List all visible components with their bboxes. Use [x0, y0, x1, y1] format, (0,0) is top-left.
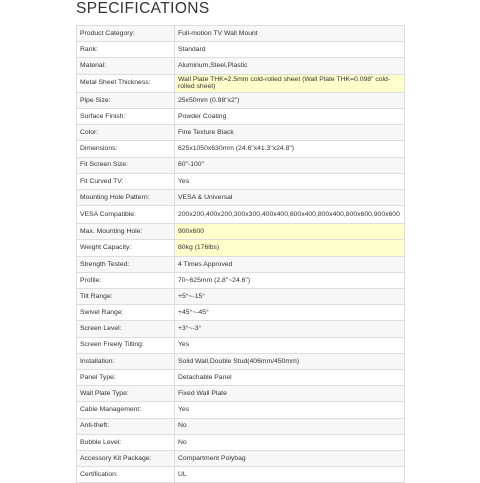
spec-row-metal-sheet-thickness: [77, 74, 405, 92]
spec-key: Wall Plate Type:: [77, 386, 175, 402]
spec-value: Powder Coating: [175, 108, 405, 124]
spec-row-accessory-kit-package: [77, 450, 405, 466]
spec-value: Standard: [175, 42, 405, 58]
spec-key: Mounting Hole Pattern:: [77, 189, 175, 205]
spec-key: Material:: [77, 58, 175, 74]
spec-key: Fit Screen Size:: [77, 157, 175, 173]
spec-key: Pipe Size:: [77, 92, 175, 108]
spec-value: 80kg (176lbs): [175, 240, 405, 256]
spec-row-product-category: [77, 26, 405, 42]
spec-value: 70~625mm (2.8"~24.6"): [175, 272, 405, 288]
spec-row-fit-screen-size: [77, 157, 405, 173]
page-title: SPECIFICATIONS: [76, 0, 210, 17]
spec-key: Rank:: [77, 42, 175, 58]
spec-key: Bubble Level:: [77, 434, 175, 450]
spec-row-tilt-range: [77, 289, 405, 305]
spec-key: Accessory Kit Package:: [77, 450, 175, 466]
spec-value: 4 Times Approved: [175, 256, 405, 272]
spec-value: +45°~-45°: [175, 305, 405, 321]
spec-key: Weight Capacity:: [77, 240, 175, 256]
specifications-table-body: [77, 26, 405, 483]
spec-value: Compartment Polybag: [175, 450, 405, 466]
spec-row-wall-plate-type: [77, 386, 405, 402]
spec-row-color: [77, 125, 405, 141]
spec-row-swivel-range: [77, 305, 405, 321]
spec-row-weight-capacity: [77, 240, 405, 256]
spec-key: Cable Management:: [77, 402, 175, 418]
spec-row-profile: [77, 272, 405, 288]
spec-value: Yes: [175, 402, 405, 418]
spec-value: UL: [175, 467, 405, 483]
spec-row-vesa-compatible: [77, 206, 405, 224]
spec-value: 25x50mm (0.98"x2"): [175, 92, 405, 108]
spec-row-anti-theft: [77, 418, 405, 434]
spec-value: 625x1050x630mm (24.6"x41.3"x24.8"): [175, 141, 405, 157]
spec-key: Metal Sheet Thickness:: [77, 74, 175, 92]
spec-value: Wall Plate THK=2.5mm cold-rolled sheet (Wall Plate THK=0.098" cold-rolled sheet): [175, 74, 405, 92]
spec-key: Color:: [77, 125, 175, 141]
spec-key: Max. Mounting Hole:: [77, 224, 175, 240]
spec-key: Dimensions:: [77, 141, 175, 157]
spec-row-max-mounting-hole: [77, 224, 405, 240]
spec-row-screen-freely-tilting: [77, 337, 405, 353]
spec-key: Screen Freely Tilting:: [77, 337, 175, 353]
spec-key: Certification:: [77, 467, 175, 483]
spec-value: Full-motion TV Wall Mount: [175, 26, 405, 42]
spec-value: VESA & Universal: [175, 189, 405, 205]
spec-row-cable-management: [77, 402, 405, 418]
spec-key: Screen Level:: [77, 321, 175, 337]
spec-row-certification: [77, 467, 405, 483]
spec-key: VESA Compatible:: [77, 206, 175, 224]
spec-value: Yes: [175, 173, 405, 189]
spec-key: Panel Type:: [77, 369, 175, 385]
spec-key: Fit Curved TV:: [77, 173, 175, 189]
spec-row-bubble-level: [77, 434, 405, 450]
spec-row-screen-level: [77, 321, 405, 337]
spec-value: No: [175, 418, 405, 434]
spec-value: Fine Texture Black: [175, 125, 405, 141]
spec-row-surface-finish: [77, 108, 405, 124]
spec-value: +5°~-15°: [175, 289, 405, 305]
spec-row-rank: [77, 42, 405, 58]
spec-key: Tilt Range:: [77, 289, 175, 305]
spec-row-mounting-hole-pattern: [77, 189, 405, 205]
spec-value: 60"-100": [175, 157, 405, 173]
spec-value: Aluminum,Steel,Plastic: [175, 58, 405, 74]
spec-row-material: [77, 58, 405, 74]
spec-value: 200x200,400x200,300x300,400x400,600x400,800x400,800x600,900x600: [175, 206, 405, 224]
spec-key: Swivel Range:: [77, 305, 175, 321]
spec-key: Product Category:: [77, 26, 175, 42]
spec-row-installation: [77, 353, 405, 369]
spec-row-pipe-size: [77, 92, 405, 108]
spec-key: Installation:: [77, 353, 175, 369]
spec-row-panel-type: [77, 369, 405, 385]
spec-key: Profile:: [77, 272, 175, 288]
spec-value: Solid Wall,Double Stud(406mm/450mm): [175, 353, 405, 369]
spec-value: Detachable Panel: [175, 369, 405, 385]
spec-key: Anti-theft:: [77, 418, 175, 434]
spec-key: Strength Tested:: [77, 256, 175, 272]
spec-row-fit-curved-tv: [77, 173, 405, 189]
specifications-table: [76, 25, 405, 483]
spec-value: Fixed Wall Plate: [175, 386, 405, 402]
spec-row-strength-tested: [77, 256, 405, 272]
spec-value: 900x600: [175, 224, 405, 240]
spec-value: No: [175, 434, 405, 450]
spec-row-dimensions: [77, 141, 405, 157]
spec-value: Yes: [175, 337, 405, 353]
spec-value: +3°~-3°: [175, 321, 405, 337]
spec-key: Surface Finish:: [77, 108, 175, 124]
